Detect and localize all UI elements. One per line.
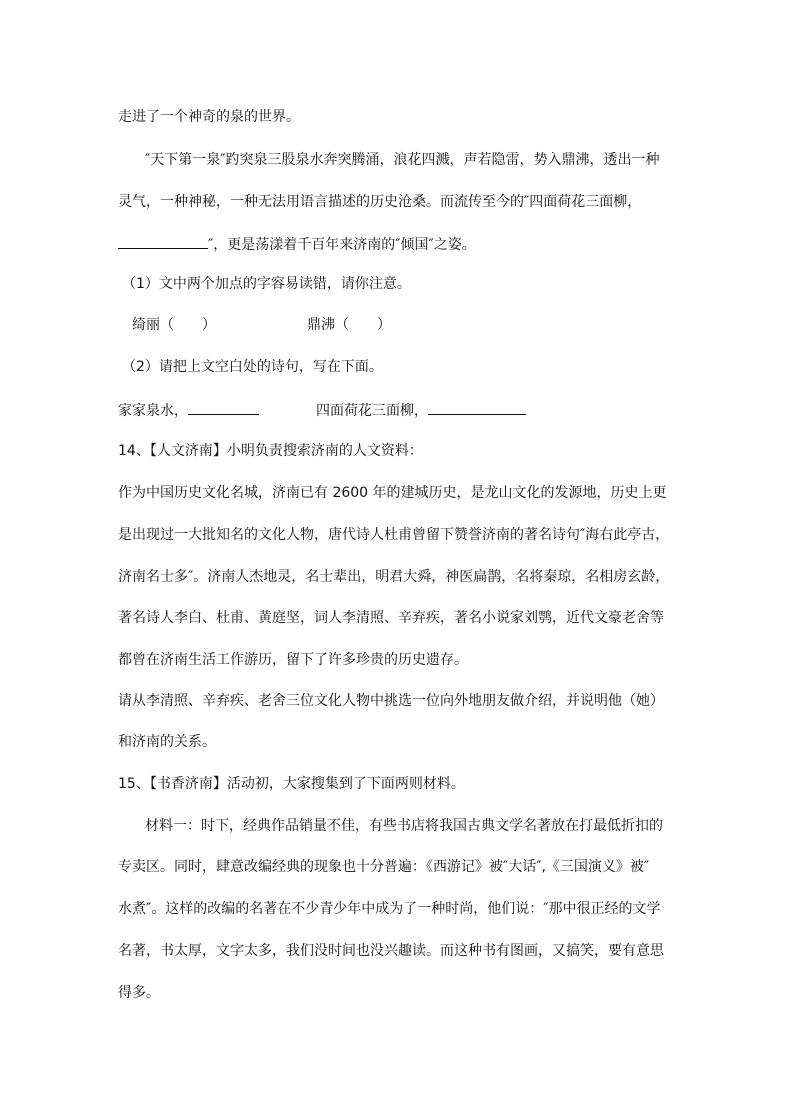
- text-line: 得多。: [118, 985, 160, 1001]
- text-line: ″天下第一泉″趵突泉三股泉水奔突腾涌，浪花四溅，声若隐雷，势入鼎沸，透出一种: [145, 152, 660, 168]
- poem-right: 四面荷花三面柳，: [316, 403, 428, 419]
- poem-left: 家家泉水，: [118, 403, 188, 419]
- text-line: [118, 235, 476, 251]
- text-line: [118, 401, 259, 417]
- text-line: 材料一：时下，经典作品销量不佳，有些书店将我国古典文学名著放在打最低折扣的: [145, 818, 663, 834]
- answer-blank[interactable]: [188, 401, 259, 415]
- answer-blank[interactable]: [428, 401, 526, 415]
- question-text: 请从李清照、辛弃疾、老舍三位文化人物中挑选一位向外地朋友做介绍，并说明他（她）: [118, 693, 664, 709]
- text-line: 走进了一个神奇的泉的世界。: [118, 109, 300, 125]
- text-line: 著名诗人李白、杜甫、黄庭坚，词人李清照、辛弃疾，著名小说家刘鹗，近代文豪老舍等: [118, 610, 664, 626]
- text-line: 名著，书太厚，文字太多，我们没时间也没兴趣读。而这种书有图画，又搞笑，要有意思: [118, 943, 664, 959]
- text-line: 作为中国历史文化名城，济南已有 2600 年的建城历史，是龙山文化的发源地，历史上更: [118, 485, 667, 501]
- question-prompt: （2）请把上文空白处的诗句，写在下面。: [122, 359, 383, 375]
- text-line: 灵气，一种神秘，一种无法用语言描述的历史沧桑。而流传至今的″四面荷花三面柳，: [118, 194, 642, 210]
- question-prompt: （1）文中两个加点的字容易读错，请你注意。: [122, 276, 411, 292]
- answer-blank[interactable]: [118, 235, 208, 249]
- text-line: 济南名士多″。济南人杰地灵，名士辈出，明君大舜，神医扁鹊，名将秦琼，名相房玄龄，: [118, 569, 670, 585]
- text-fragment: ″，更是荡漾着千百年来济南的″倾国″之姿。: [208, 237, 476, 253]
- text-line: 专卖区。同时，肆意改编经典的现象也十分普遍：《西游记》被″大话″,《三国演义》被″: [118, 859, 650, 875]
- question-title: 14、【人文济南】小明负责搜索济南的人文资料：: [118, 443, 423, 459]
- text-line: 都曾在济南生活工作游历，留下了许多珍贵的历史遗存。: [118, 652, 468, 668]
- question-title: 15、【书香济南】活动初，大家搜集到了下面两则材料。: [118, 776, 465, 792]
- text-line: 是出现过一大批知名的文化人物，唐代诗人杜甫曾留下赞誉济南的著名诗句″海右此亭古，: [118, 527, 670, 543]
- pinyin-item-1: 绮丽（ ）: [132, 317, 216, 333]
- text-line: 水煮″。这样的改编的名著在不少青少年中成为了一种时尚，他们说：″那中很正经的文学: [118, 901, 661, 917]
- pinyin-item-2: 鼎沸（ ）: [307, 317, 391, 333]
- text-line: [316, 401, 526, 417]
- question-text: 和济南的关系。: [118, 734, 216, 750]
